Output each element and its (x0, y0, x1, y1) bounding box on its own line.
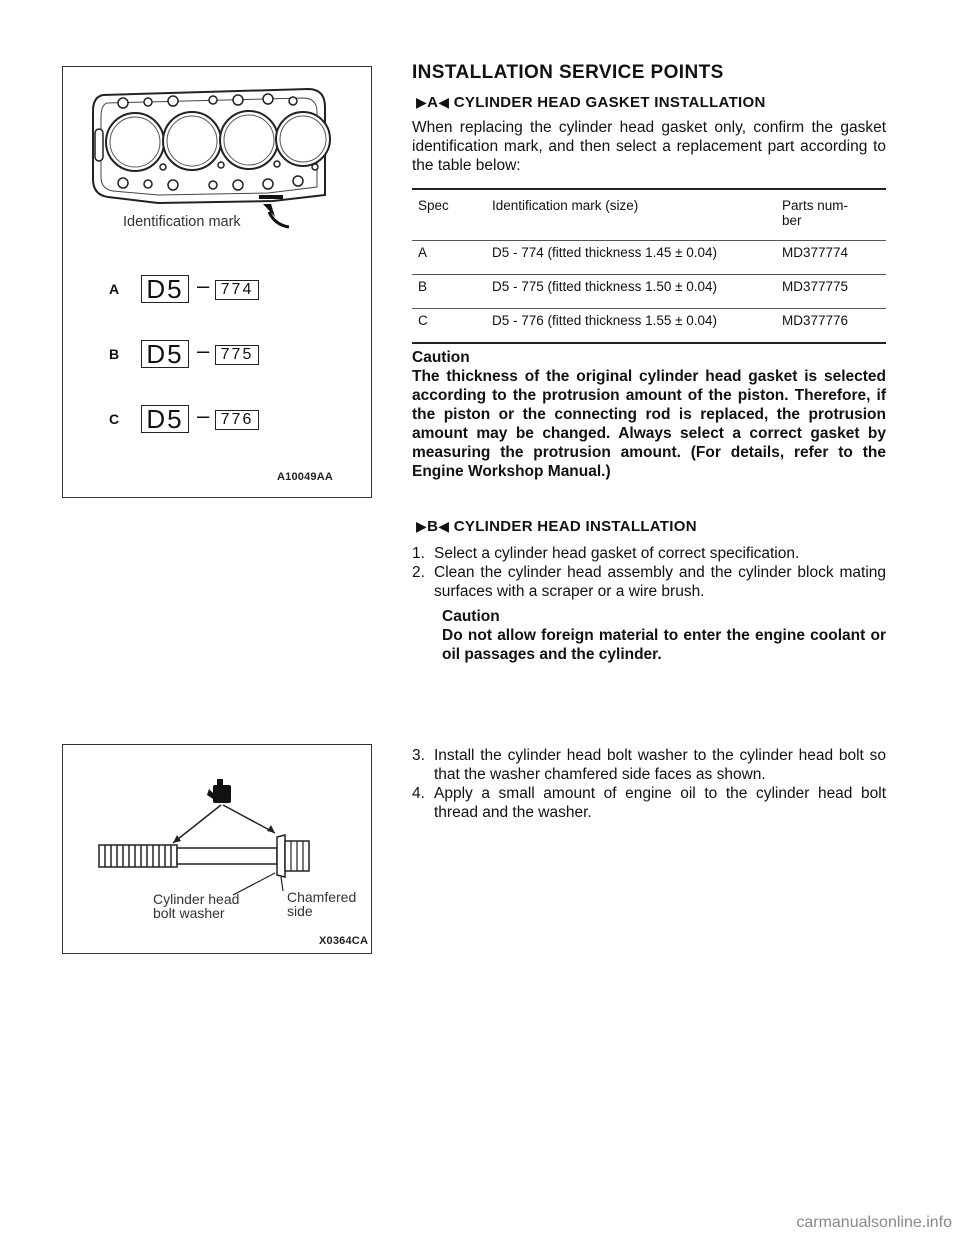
section-b-marker: B (427, 518, 439, 535)
step-text: Install the cylinder head bolt washer to the cylinder head bolt so that the washer chamfered side faces as shown. (434, 747, 886, 783)
step-text: Clean the cylinder head assembly and the cylinder block mating surfaces with a scraper or a wire brush. (434, 564, 886, 600)
step-number: 2. (412, 564, 425, 581)
step-text: Select a cylinder head gasket of correct specification. (434, 545, 800, 562)
mark-dash: – (197, 273, 210, 298)
table-header-cell: Identification mark (size) (486, 189, 776, 241)
washer-label-line1: Cylinder head (153, 891, 240, 907)
step-list-2 (412, 746, 886, 822)
table-cell: MD377775 (776, 275, 886, 309)
table-cell: D5 - 774 (fitted thickness 1.45 ± 0.04) (486, 241, 776, 275)
mark-row-letter: C (109, 411, 120, 427)
table-cell: B (412, 275, 486, 309)
caution-a-text: The thickness of the original cylinder head gasket is selected according to the protrusion amount of the piston. Therefore, if the piston or the connecting rod is replaced, the protrusion amount may be changed. Always select a correct gasket by measuring the protrusion amount. (For details, refer to the Engine Workshop Manual.) (412, 368, 886, 480)
mark-dash: – (197, 338, 210, 363)
caution-b-text: Do not allow foreign material to enter the engine coolant or oil passages and the cylinder. (442, 627, 886, 663)
mark-row-letter: B (109, 346, 120, 362)
section-a-intro: When replacing the cylinder head gasket only, confirm the gasket identification mark, and then select a replacement part according to the table below: (412, 119, 886, 174)
gasket-identification-figure (62, 66, 372, 498)
left-triangle-icon: ◀ (438, 518, 450, 534)
mark-box-right: 774 (215, 280, 259, 300)
mark-row-letter: A (109, 281, 120, 297)
identification-mark-label: Identification mark (123, 214, 241, 230)
table-row (412, 275, 886, 309)
section-a-heading (416, 94, 766, 111)
bolt-washer-figure (62, 744, 372, 954)
washer-label-line2: bolt washer (153, 905, 225, 921)
caution-b-title: Caution (442, 608, 500, 625)
table-cell: D5 - 776 (fitted thickness 1.55 ± 0.04) (486, 309, 776, 344)
figure-code: A10049AA (277, 471, 334, 483)
table-row (412, 241, 886, 275)
table-header-cell: Spec (412, 189, 486, 241)
gasket-spec-table (412, 188, 886, 344)
list-item (412, 746, 886, 784)
section-b-heading (416, 518, 697, 535)
section-title: INSTALLATION SERVICE POINTS (412, 62, 724, 83)
step-text: Apply a small amount of engine oil to the cylinder head bolt thread and the washer. (434, 785, 886, 821)
mark-box-left: D5 (141, 340, 189, 368)
table-header-row (412, 189, 886, 241)
oil-can-icon (207, 779, 231, 803)
mark-box-left: D5 (141, 275, 189, 303)
mark-row-b (109, 340, 359, 370)
mark-box-right: 775 (215, 345, 259, 365)
table-header-cell: Parts num- ber (776, 189, 886, 241)
section-b-title: CYLINDER HEAD INSTALLATION (453, 518, 697, 535)
table-cell: MD377776 (776, 309, 886, 344)
mark-row-c (109, 405, 359, 435)
table-cell: A (412, 241, 486, 275)
list-item (412, 563, 886, 601)
mark-dash: – (197, 403, 210, 428)
list-item (412, 784, 886, 822)
step-number: 1. (412, 545, 425, 562)
watermark: carmanualsonline.info (796, 1214, 952, 1231)
section-a-title: CYLINDER HEAD GASKET INSTALLATION (453, 94, 766, 111)
left-triangle-icon: ◀ (438, 94, 450, 110)
table-cell: D5 - 775 (fitted thickness 1.50 ± 0.04) (486, 275, 776, 309)
table-row (412, 309, 886, 344)
caution-a-title: Caution (412, 349, 470, 366)
section-a-marker: A (427, 94, 439, 111)
mark-box-left: D5 (141, 405, 189, 433)
table-cell: C (412, 309, 486, 344)
step-number: 4. (412, 785, 425, 802)
step-number: 3. (412, 747, 425, 764)
table-cell: MD377774 (776, 241, 886, 275)
step-list-1 (412, 544, 886, 664)
mark-row-a (109, 275, 359, 305)
mark-box-right: 776 (215, 410, 259, 430)
right-triangle-icon: ▶ (416, 94, 428, 110)
figure-code: X0364CA (319, 935, 369, 947)
chamfer-label-line2: side (287, 903, 313, 919)
chamfer-label-line1: Chamfered (287, 889, 357, 905)
right-triangle-icon: ▶ (416, 518, 428, 534)
list-item (412, 544, 886, 563)
